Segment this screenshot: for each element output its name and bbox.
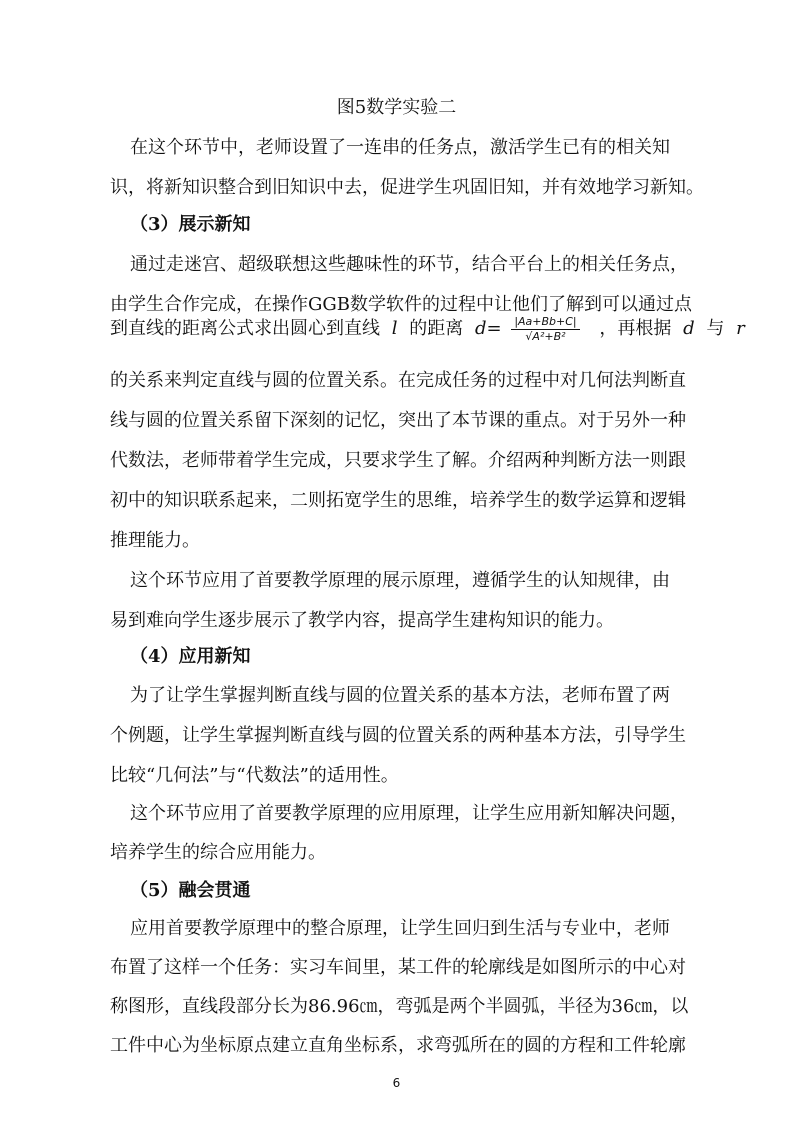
paragraph-line: 在这个环节中，老师设置了一连串的任务点，激活学生已有的相关知 (130, 137, 670, 158)
formula-text-after: ，再根据 (599, 318, 672, 339)
section-heading-3: （3）展示新知 (130, 214, 251, 235)
paragraph-line: 由学生合作完成，在操作GGB数学软件的过程中让他们了解到可以通过点 (110, 294, 692, 315)
paragraph-line: 这个环节应用了首要教学原理的展示原理，遵循学生的认知规律，由 (130, 570, 670, 591)
paragraph-line: 代数法，老师带着学生完成，只要求学生了解。介绍两种判断方法一则跟 (110, 450, 686, 471)
formula-text-before: 到直线的距离公式求出圆心到直线 (110, 318, 380, 339)
paragraph-line: 比较“几何法”与“代数法”的适用性。 (110, 765, 399, 786)
paragraph-line: 应用首要教学原理中的整合原理，让学生回归到生活与专业中，老师 (130, 918, 670, 939)
r-symbol: r (736, 318, 745, 339)
paragraph-line: 线与圆的位置关系留下深刻的记忆，突出了本节课的重点。对于另外一种 (110, 410, 686, 431)
figure-caption: 图5数学实验二 (336, 97, 457, 118)
line-symbol: l (391, 318, 398, 339)
formula-numerator: |Aa+Bb+C| (511, 315, 579, 330)
page-number: 6 (392, 1076, 401, 1090)
formula-denominator: √A²+B² (525, 329, 566, 343)
formula-text-yu: 与 (706, 318, 725, 339)
formula-line (110, 314, 745, 350)
paragraph-line: 工件中心为坐标原点建立直角坐标系，求弯弧所在的圆的方程和工件轮廓 (110, 1035, 686, 1056)
paragraph-line: 布置了这样一个任务：实习车间里，某工件的轮廓线是如图所示的中心对 (110, 957, 686, 978)
formula-text-mid: 的距离 (409, 318, 464, 339)
distance-formula (511, 315, 579, 344)
paragraph-line: 培养学生的综合应用能力。 (110, 842, 326, 863)
paragraph-line: 称图形，直线段部分长为86.96㎝，弯弧是两个半圆弧，半径为36㎝，以 (110, 996, 689, 1017)
section-heading-4: （4）应用新知 (130, 646, 251, 667)
paragraph-line: 个例题，让学生掌握判断直线与圆的位置关系的两种基本方法，引导学生 (110, 725, 686, 746)
distance-symbol: d= (474, 318, 502, 339)
paragraph-line: 这个环节应用了首要教学原理的应用原理，让学生应用新知解决问题， (130, 803, 688, 824)
paragraph-line: 的关系来判定直线与圆的位置关系。在完成任务的过程中对几何法判断直 (110, 370, 686, 391)
paragraph-line: 易到难向学生逐步展示了教学内容，提高学生建构知识的能力。 (110, 610, 614, 631)
section-heading-5: （5）融会贯通 (130, 880, 251, 901)
paragraph-line: 识，将新知识整合到旧知识中去，促进学生巩固旧知，并有效地学习新知。 (110, 177, 704, 198)
d-symbol: d (683, 318, 695, 339)
paragraph-line: 为了让学生掌握判断直线与圆的位置关系的基本方法，老师布置了两 (130, 685, 670, 706)
paragraph-line: 通过走迷宫、超级联想这些趣味性的环节，结合平台上的相关任务点， (130, 254, 688, 275)
paragraph-line: 推理能力。 (110, 530, 200, 551)
paragraph-line: 初中的知识联系起来，二则拓宽学生的思维，培养学生的数学运算和逻辑 (110, 490, 686, 511)
